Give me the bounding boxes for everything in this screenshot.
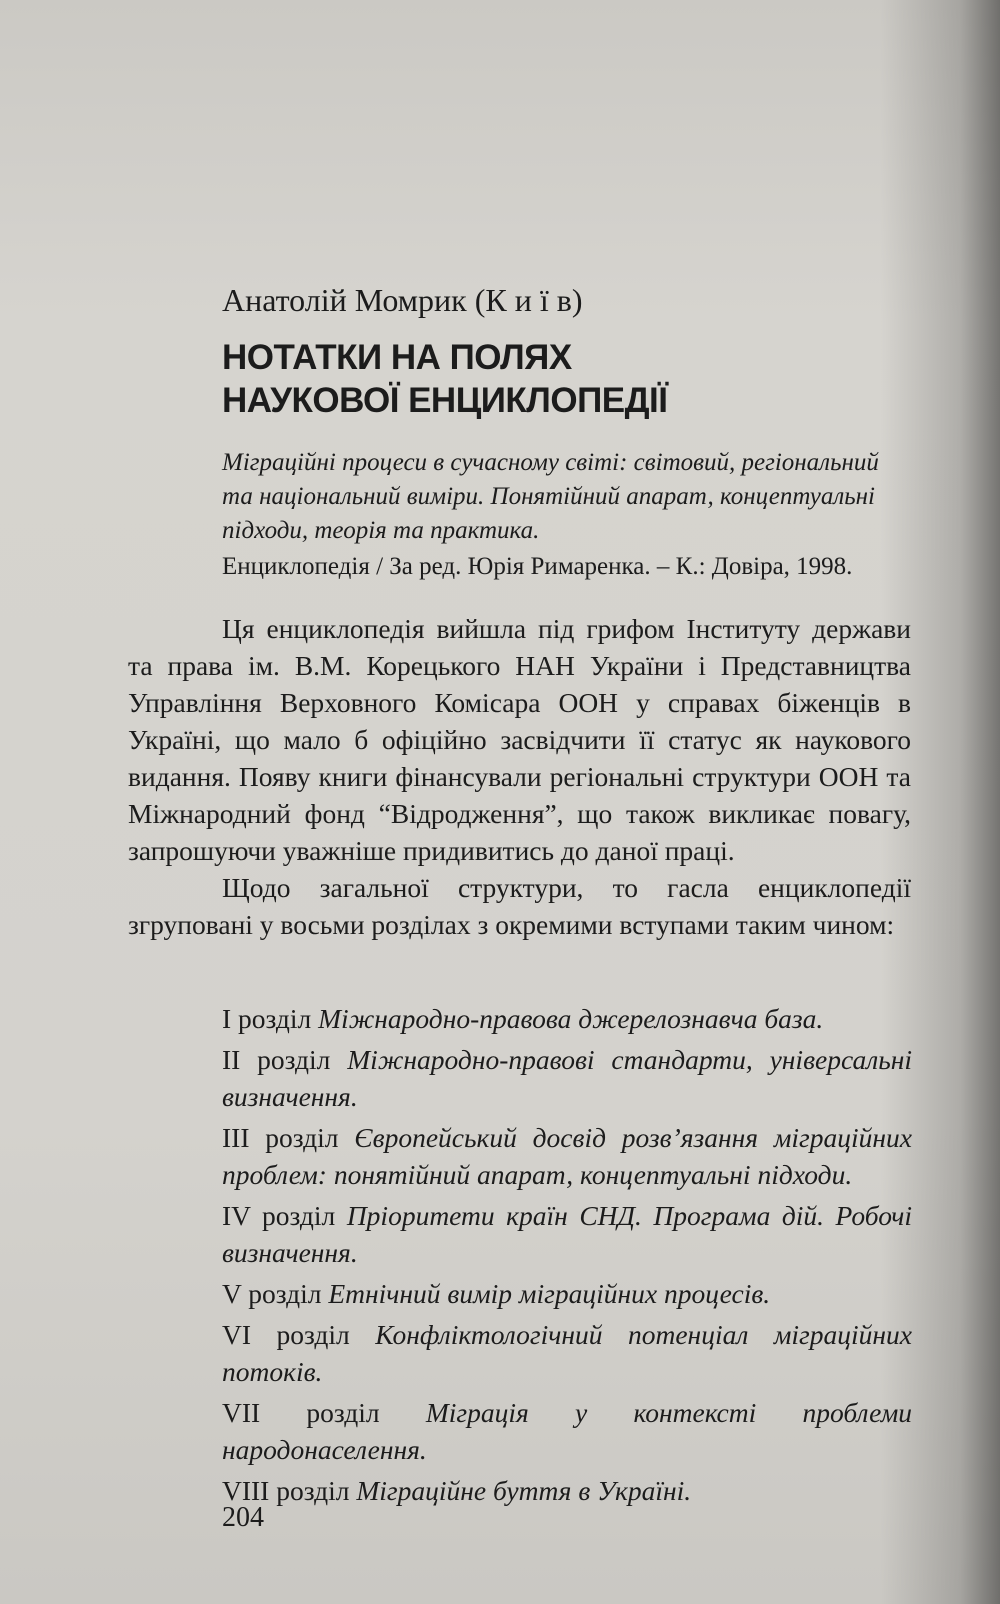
section-item xyxy=(222,1197,912,1271)
reviewed-book-title: Міграційні процеси в сучасному світі: світовий, регіональний та національний виміри. Понятійний апарат, концептуальні підходи, теорія та практика. xyxy=(222,449,879,544)
author-name: Анатолій Момрик (К и ї в) xyxy=(222,282,583,318)
section-title: Міжнародно-правові стандарти, універсальні визначення. xyxy=(222,1044,912,1112)
section-title: Міграція у контексті проблеми народонаселення. xyxy=(222,1397,913,1465)
section-list xyxy=(222,1000,912,1513)
section-item xyxy=(222,1119,912,1193)
section-title: Європейський досвід розв’язання міграційних проблем: понятійний апарат, концептуальні підходи. xyxy=(222,1122,912,1190)
title-line-1: НОТАТКИ НА ПОЛЯХ xyxy=(222,338,572,377)
section-label: III розділ xyxy=(222,1122,339,1153)
section-label: VIII розділ xyxy=(222,1475,350,1506)
section-title: Міграційне буття в Україні. xyxy=(356,1475,692,1506)
body-paragraph: Ця енциклопедія вийшла під грифом Інституту держави та права ім. В.М. Корецького НАН України і Представництва Управління Верховного Комісара ООН у справах біженців в Україні, що мало б офіційно засвідчити її статус як наукового видання. Появу книги фінансували регіональні структури ООН та Міжнародний фонд “Відродження”, що також викликає повагу, запрошуючи уважніше придивитись до даної праці. xyxy=(128,613,911,866)
section-label: IV розділ xyxy=(222,1200,336,1231)
page-number: 204 xyxy=(222,1502,264,1533)
section-item xyxy=(222,1000,912,1037)
reviewed-book-imprint: Енциклопедія / За ред. Юрія Римаренка. – К.: Довіра, 1998. xyxy=(222,553,853,580)
section-label: II розділ xyxy=(222,1044,331,1075)
section-label: I розділ xyxy=(222,1003,312,1034)
section-item xyxy=(222,1472,912,1509)
section-item xyxy=(222,1316,912,1390)
section-title: Міжнародно-правова джерелознавча база. xyxy=(318,1003,824,1034)
section-title: Конфліктологічний потенціал міграційних потоків. xyxy=(222,1319,912,1387)
section-title: Етнічний вимір міграційних процесів. xyxy=(328,1278,771,1309)
section-label: VII розділ xyxy=(222,1397,380,1428)
article-header xyxy=(222,280,912,584)
title-line-2: НАУКОВОЇ ЕНЦИКЛОПЕДІЇ xyxy=(222,381,668,420)
article-body xyxy=(128,610,911,943)
section-title: Пріоритети країн СНД. Програма дій. Робочі визначення. xyxy=(222,1200,913,1268)
section-item xyxy=(222,1275,912,1312)
section-item xyxy=(222,1394,912,1468)
section-item xyxy=(222,1041,912,1115)
section-label: V розділ xyxy=(222,1278,322,1309)
body-paragraph: Щодо загальної структури, то гасла енциклопедії згруповані у восьми розділах з окремими вступами таким чином: xyxy=(128,872,911,940)
article-title xyxy=(222,336,912,422)
section-label: VI розділ xyxy=(222,1319,350,1350)
